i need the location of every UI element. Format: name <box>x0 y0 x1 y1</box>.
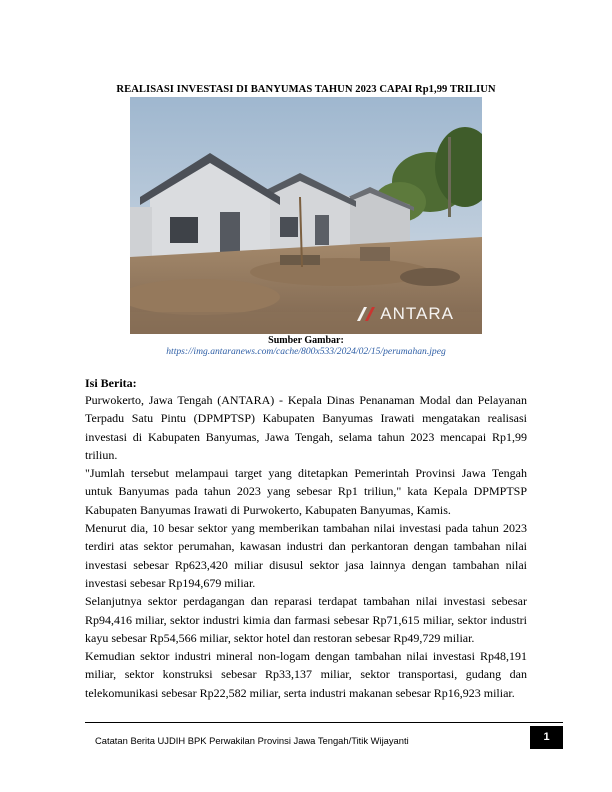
footer-text: Catatan Berita UJDIH BPK Perwakilan Provinsi Jawa Tengah/Titik Wijayanti <box>95 735 409 746</box>
article-body <box>85 391 527 702</box>
image-source-link[interactable]: https://img.antaranews.com/cache/800x533/2024/02/15/perumahan.jpeg <box>166 346 446 357</box>
page-number: 1 <box>530 726 563 749</box>
housing-photo <box>130 97 482 334</box>
article-title: REALISASI INVESTASI DI BANYUMAS TAHUN 2023 CAPAI Rp1,99 TRILIUN <box>116 84 496 95</box>
watermark-text: ANTARA <box>380 304 454 323</box>
footer-divider <box>85 722 563 723</box>
paragraph: Menurut dia, 10 besar sektor yang memberikan tambahan nilai investasi pada tahun 2023 terdiri atas sektor perumahan, kawasan industri dan perkantoran dengan tambahan nilai investasi sebesar Rp623,420 miliar disusul sektor jasa lainnya dengan tambahan nilai investasi sebesar Rp194,679 miliar. <box>85 521 527 590</box>
image-caption-label: Sumber Gambar: <box>268 335 344 346</box>
antara-logo-icon <box>357 307 377 321</box>
paragraph: Purwokerto, Jawa Tengah (ANTARA) - Kepala Dinas Penanaman Modal dan Pelayanan Terpadu Satu Pintu (DPMPTSP) Kabupaten Banyumas Irawati mengatakan realisasi investasi di Kabupaten Banyumas, Jawa Tengah, selama tahun 2023 mencapai Rp1,99 triliun. <box>85 393 527 462</box>
paragraph: Selanjutnya sektor perdagangan dan reparasi terdapat tambahan nilai investasi sebesar Rp94,416 miliar, sektor industri kimia dan farmasi sebesar Rp71,615 miliar, sektor industri kayu sebesar Rp54,566 miliar, sektor hotel dan restoran sebesar Rp49,729 miliar. <box>85 594 527 645</box>
section-label: Isi Berita: <box>85 376 137 390</box>
paragraph: Kemudian sektor industri mineral non-logam dengan tambahan nilai investasi Rp48,191 miliar, sektor konstruksi sebesar Rp33,137 miliar, sektor transportasi, gudang dan telekomunikasi sebesar Rp22,582 miliar, serta industri makanan sebesar Rp16,923 miliar. <box>85 649 527 700</box>
paragraph: "Jumlah tersebut melampaui target yang ditetapkan Pemerintah Provinsi Jawa Tengah untuk Banyumas pada tahun 2023 yang sebesar Rp1 triliun," kata Kepala DPMPTSP Kabupaten Banyumas Irawati di Purwokerto, Kabupaten Banyumas, Kamis. <box>85 466 527 517</box>
antara-watermark <box>357 304 454 324</box>
